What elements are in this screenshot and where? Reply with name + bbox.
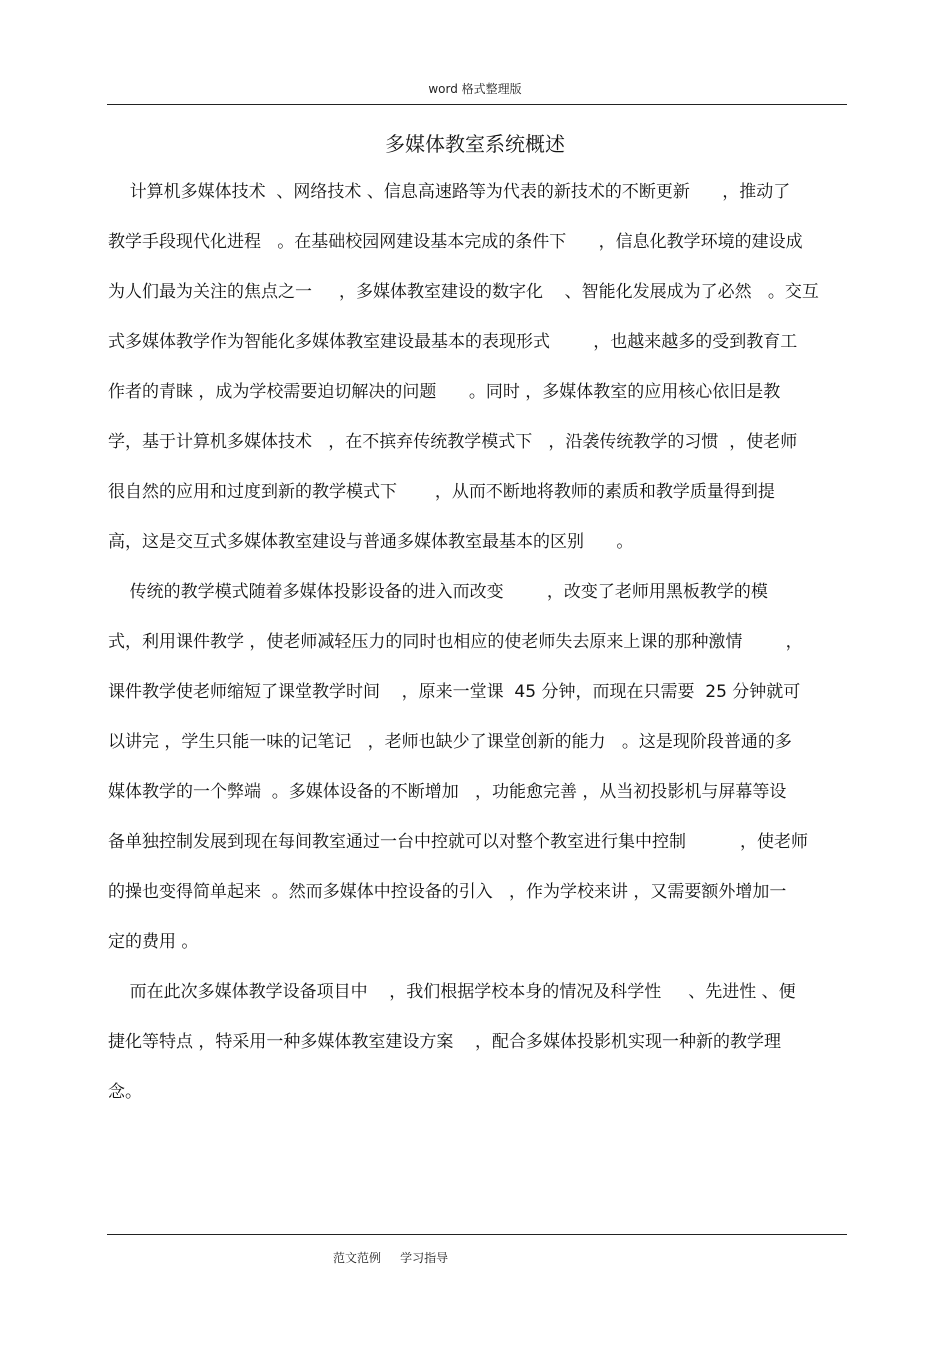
text-line: 式，利用课件教学 ，使老师减轻压力的同时也相应的使老师失去原来上课的那种激情 ，: [108, 632, 803, 652]
footer-divider: [107, 1234, 847, 1235]
text-line: 学，基于计算机多媒体技术 ，在不摈弃传统教学模式下 ，沿袭传统教学的习惯 ，使老师: [108, 432, 798, 452]
text-line: 作者的青睐 ，成为学校需要迫切解决的问题 。同时 ，多媒体教室的应用核心依旧是教: [108, 382, 781, 402]
text-line: 高，这是交互式多媒体教室建设与普通多媒体教室最基本的区别 。: [108, 532, 634, 552]
text-line: 念。: [108, 1082, 142, 1102]
text-line: 为人们最为关注的焦点之一 ，多媒体教室建设的数字化 、智能化发展成为了必然 。交互: [108, 282, 819, 302]
text-line: 课件教学使老师缩短了课堂教学时间 ，原来一堂课 45 分钟，而现在只需要 25 分钟就可: [108, 682, 801, 702]
text-line: 媒体教学的一个弊端 。多媒体设备的不断增加 ，功能愈完善 ，从当初投影机与屏幕等设: [108, 782, 787, 802]
page-footer: 范文范例 学习指导: [333, 1251, 449, 1265]
text-line: 定的费用 。: [108, 932, 199, 952]
text-line: 教学手段现代化进程 。在基础校园网建设基本完成的条件下 ，信息化教学环境的建设成: [108, 232, 803, 252]
page-header: word 格式整理版: [428, 82, 522, 96]
text-line: 很自然的应用和过度到新的教学模式下 ，从而不断地将教师的素质和教学质量得到提: [108, 482, 775, 502]
header-divider: [107, 104, 847, 105]
text-line: 计算机多媒体技术 、网络技术 、信息高速路等为代表的新技术的不断更新 ，推动了: [108, 182, 791, 202]
text-line: 的操也变得简单起来 。然而多媒体中控设备的引入 ，作为学校来讲 ，又需要额外增加一: [108, 882, 787, 902]
text-line: 备单独控制发展到现在每间教室通过一台中控就可以对整个教室进行集中控制 ，使老师: [108, 832, 809, 852]
text-line: 而在此次多媒体教学设备项目中 ，我们根据学校本身的情况及科学性 、先进性 、便: [108, 982, 796, 1002]
text-line: 以讲完 ，学生只能一味的记笔记 ，老师也缺少了课堂创新的能力 。这是现阶段普通的多: [108, 732, 792, 752]
text-line: 式多媒体教学作为智能化多媒体教室建设最基本的表现形式 ，也越来越多的受到教育工: [108, 332, 798, 352]
document-title: 多媒体教室系统概述: [385, 132, 565, 156]
text-line: 传统的教学模式随着多媒体投影设备的进入而改变 ，改变了老师用黑板教学的模: [108, 582, 768, 602]
text-line: 捷化等特点 ，特采用一种多媒体教室建设方案 ，配合多媒体投影机实现一种新的教学理: [108, 1032, 782, 1052]
